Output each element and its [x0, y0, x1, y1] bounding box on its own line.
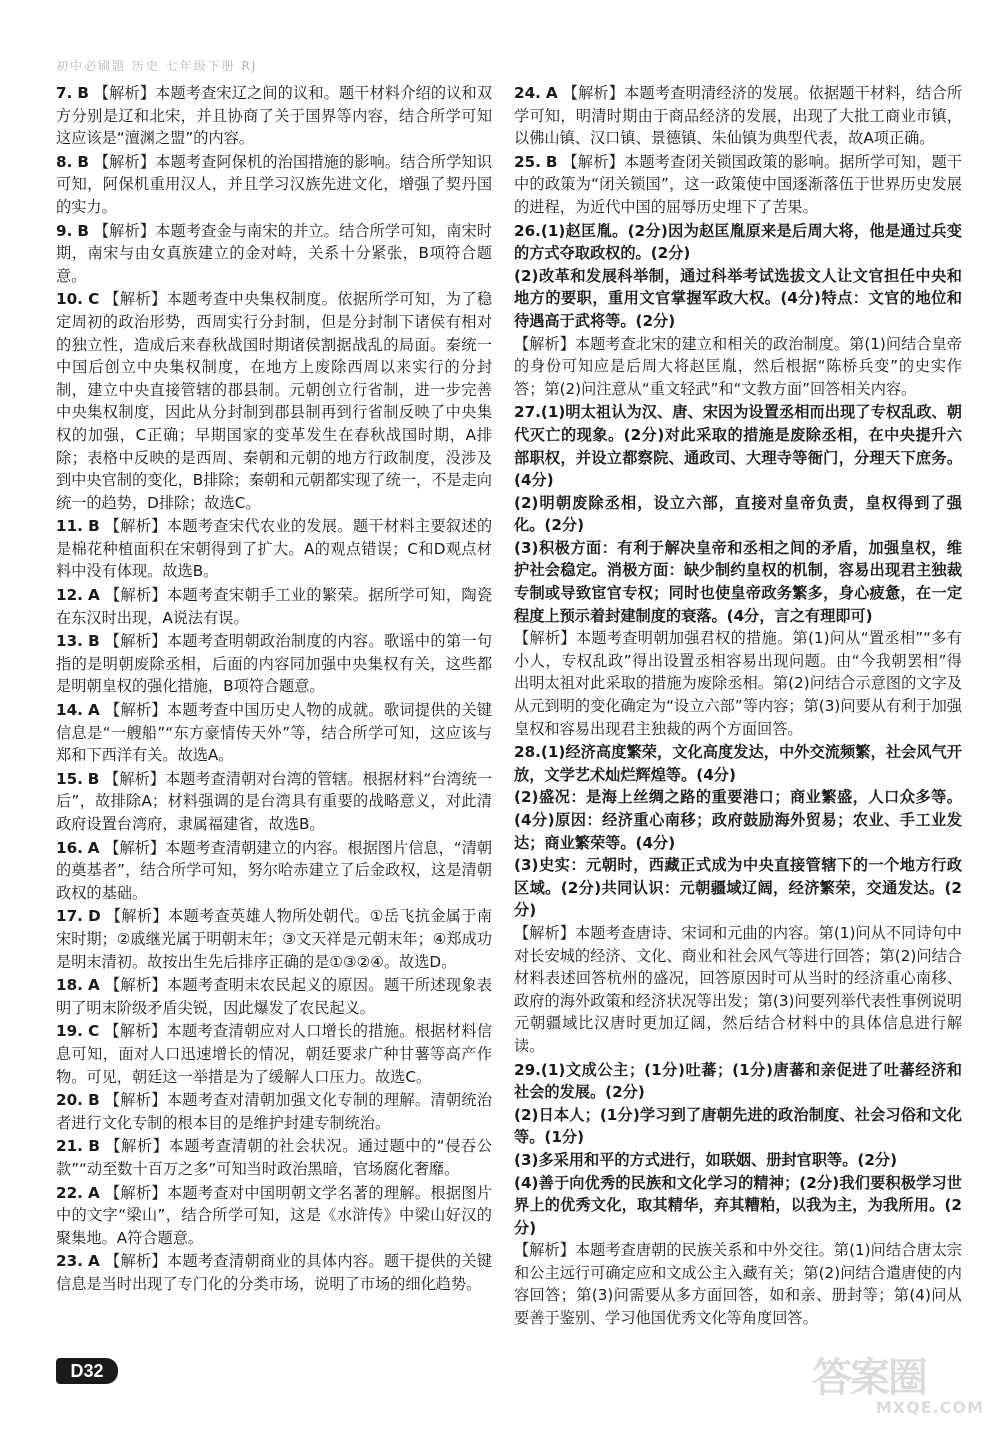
answer-item-11 — [56, 515, 492, 583]
answer-letter: B — [88, 517, 100, 536]
explanation-text: 【解析】本题考查清朝的社会状况。通过题中的“侵吞公款”“动至数十百万之多”可知当时政治黑暗，官场腐化奢靡。 — [56, 1137, 493, 1178]
explanation-text: 【解析】本题考查金与南宋的并立。结合所学可知，南宋时期，南宋与由女真族建立的金对峙，关系十分紧张，B项符合题意。 — [56, 221, 493, 285]
answer-item-17 — [56, 905, 492, 973]
question-number: 21. — [56, 1137, 83, 1156]
question-number: 22. — [56, 1183, 83, 1202]
answer-letter: A — [545, 84, 558, 102]
explanation-text: 【解析】本题考查英雄人物所处朝代。①岳飞抗金属于南宋时期；②戚继光属于明朝末年；③文天祥是元朝末年；④郑成功是明末清初。故按出生先后排序正确的是①③②④。故选D。 — [56, 907, 493, 971]
explanation-text: 【解析】本题考查阿保机的治国措施的影响。结合所学知识可知，阿保机重用汉人，并且学习汉族先进文化，增强了契丹国的实力。 — [56, 152, 493, 216]
explanation-text: 【解析】本题考查清朝商业的具体内容。题干提供的关键信息是当时出现了专门化的分类市场，说明了市场的细化趋势。 — [56, 1252, 493, 1293]
question-number: 7. — [56, 84, 73, 102]
answer-text: (1)赵匡胤。(2分)因为赵匡胤原来是后周大将，他是通过兵变的方式夺取政权的。(2分) (2)改革和发展科举制，通过科举考试选拔文人让文官担任中央和地方的要职，重用文官掌握军政大权。(4分)特点：文官的地位和待遇高于武将等。(2分) — [514, 221, 962, 330]
explanation-text: 【解析】本题考查宋代农业的发展。题干材料主要叙述的是棉花种植面积在宋朝得到了扩大。A的观点错误；C和D观点材料中没有体现。故选B。 — [56, 517, 493, 581]
answer-letter: A — [88, 1183, 100, 1202]
question-number: 10. — [56, 290, 83, 309]
answer-item-23 — [56, 1250, 492, 1295]
watermark-logo — [812, 1355, 984, 1422]
explanation-text: 【解析】本题考查明末农民起义的原因。题干所述现象表明了明末阶级矛盾尖锐，因此爆发了农民起义。 — [56, 976, 493, 1017]
answer-letter: A — [87, 838, 100, 857]
answer-item-15 — [56, 768, 492, 836]
question-number: 23. — [56, 1252, 83, 1271]
question-number: 19. — [56, 1022, 83, 1041]
answer-letter: B — [77, 152, 89, 171]
answer-text: (1)明太祖认为汉、唐、宋因为设置丞相而出现了专权乱政、朝代灭亡的现象。(2分)对此采取的措施是废除丞相，在中央提升六部职权，并设立都察院、通政司、大理寺等衙门，分理天下庶务。(4分) (2)明朝废除丞相，设立六部，直接对皇帝负责，皇权得到了强化。(2分) (3)积极方面：有利于解决皇帝和丞相之间的矛盾，加强皇权，维护社会稳定。消极方面：缺少制约皇权的机制，容易出现君主独裁专制或导致宦官专权；同时也使皇帝政务繁多，身心疲惫，在一定程度上预示着封建制度的衰落。(4分，言之有理即可) — [514, 403, 962, 625]
explanation-text: 【解析】本题考查北宋的建立和相关的政治制度。第(1)问结合皇帝的身份可知应是后周大将赵匡胤，然后根据“陈桥兵变”的史实作答；第(2)问注意从“重文轻武”和“文教方面”回答相关内容。 — [514, 334, 962, 398]
question-number: 25. — [514, 152, 541, 171]
question-number: 29. — [514, 1060, 541, 1079]
question-number: 18. — [56, 976, 83, 995]
answer-letter: B — [77, 84, 89, 102]
answer-column-left — [56, 82, 492, 1296]
answer-letter: B — [88, 632, 100, 651]
answer-item-10 — [56, 288, 492, 514]
explanation-text: 【解析】本题考查唐朝的民族关系和中外交往。第(1)问结合唐太宗和公主远行可确定应和文成公主入藏有关；第(2)问结合遣唐使的内容回答；第(3)问需要从多方面回答，如和亲、册封等；第(4)问从要善于鉴别、学习他国优秀文化等角度回答。 — [514, 1241, 962, 1328]
answer-letter: A — [88, 976, 100, 995]
answer-item-19 — [56, 1020, 492, 1088]
answer-letter: A — [88, 586, 100, 605]
question-number: 14. — [56, 701, 83, 720]
answer-text: (1)经济高度繁荣，文化高度发达，中外交流频繁，社会风气开放，文学艺术灿烂辉煌等。(4分) (2)盛况：是海上丝绸之路的重要港口；商业繁盛，人口众多等。(4分)原因：经济重心南移；政府鼓励海外贸易；农业、手工业发达；商业繁荣等。(4分) (3)史实：元朝时，西藏正式成为中央直接管辖下的一个地方行政区域。(2分)共同认识：元朝疆域辽阔，经济繁荣，交通发达。(2分) — [514, 743, 962, 920]
explanation-text: 【解析】本题考查清朝应对人口增长的措施。根据材料信息可知，面对人口迅速增长的情况，朝廷要求广种甘薯等高产作物。可见，朝廷这一举措是为了缓解人口压力。故选C。 — [56, 1022, 493, 1086]
question-number: 11. — [56, 517, 83, 536]
question-number: 20. — [56, 1091, 83, 1110]
answer-item-22 — [56, 1182, 492, 1250]
explanation-text: 【解析】本题考查唐诗、宋词和元曲的内容。第(1)问从不同诗句中对长安城的经济、文化、商业和社会风气等进行回答；第(2)问结合材料表述回答杭州的盛况，回答原因时可从当时的经济重心南移、政府的海外政策和经济状况等出发；第(3)问要列举代表性事例说明元朝疆域比汉唐时更加辽阔，然后结合材料中的具体信息进行解读。 — [514, 923, 962, 1055]
answer-item-29 — [514, 1059, 962, 1330]
question-number: 12. — [56, 586, 83, 605]
answer-item-7 — [56, 82, 492, 150]
answer-item-16 — [56, 837, 492, 905]
explanation-text: 【解析】本题考查对中国明朝文学名著的理解。根据图片中的文字“梁山”，结合所学可知，这是《水浒传》中梁山好汉的聚集地。A符合题意。 — [56, 1183, 493, 1247]
question-number: 27. — [514, 403, 541, 422]
answer-item-28 — [514, 741, 962, 1057]
explanation-text: 【解析】本题考查宋朝手工业的繁荣。据所学可知，陶瓷在东汉时出现，A说法有误。 — [56, 586, 493, 627]
explanation-text: 【解析】本题考查清朝对台湾的管辖。根据材料“台湾统一后”，故排除A；材料强调的是台湾具有重要的战略意义，对此清政府设置台湾府，隶属福建省，故选B。 — [56, 769, 493, 833]
answer-letter: D — [88, 907, 101, 926]
question-number: 26. — [514, 221, 541, 240]
answer-item-26 — [514, 220, 962, 401]
answer-item-20 — [56, 1089, 492, 1134]
answer-item-27 — [514, 401, 962, 740]
page-number-badge: D32 — [56, 1358, 118, 1384]
question-number: 15. — [56, 769, 83, 788]
answer-item-12 — [56, 584, 492, 629]
explanation-text: 【解析】本题考查宋辽之间的议和。题干材料介绍的议和双方分别是辽和北宋，并且协商了关于国界等内容，结合所学可知这应该是“澶渊之盟”的内容。 — [56, 84, 493, 148]
answer-letter: C — [88, 1022, 100, 1041]
explanation-text: 【解析】本题考查清朝建立的内容。根据图片信息，“清朝的奠基者”，结合所学可知，努尔哈赤建立了后金政权，这是清朝政权的基础。 — [56, 838, 493, 902]
answer-letter: B — [88, 1091, 100, 1110]
answer-letter: B — [77, 221, 89, 240]
answer-column-right — [514, 82, 962, 1331]
answer-item-14 — [56, 699, 492, 767]
explanation-text: 【解析】本题考查中央集权制度。依据所学可知，为了稳定周初的政治形势，西周实行分封制，但是分封制下诸侯有相对的独立性，造成后来春秋战国时期诸侯割据战乱的局面。秦统一中国后创立中央集权制度，在地方上废除西周以来实行的分封制，建立中央直接管辖的郡县制。元朝创立行省制，进一步完善中央集权制度，因此从分封制到郡县制再到行省制反映了中央集权的加强，C正确；早期国家的变革发生在春秋战国时期，A排除；表格中反映的是西周、秦朝和元朝的地方行政制度，没涉及到中央官制的变化，B排除；秦朝和元朝都实现了统一，不是走向统一的趋势，D排除；故选C。 — [56, 290, 493, 512]
explanation-text: 【解析】本题考查明朝加强君权的措施。第(1)问从“置丞相”“多有小人，专权乱政”得出设置丞相容易出现问题。由“今我朝罢相”得出明太祖对此采取的措施为废除丞相。第(2)问结合示意图的文字及从元到明的变化确定为“设立六部”等内容；第(3)问要从有利于加强皇权和容易出现君主独裁的两个方面回答。 — [514, 629, 962, 738]
explanation-text: 【解析】本题考查明朝政治制度的内容。歌谣中的第一句指的是明朝废除丞相，后面的内容同加强中央集权有关，这些都是明朝皇权的强化措施，B项符合题意。 — [56, 632, 493, 696]
answer-letter: B — [87, 769, 100, 788]
answer-item-18 — [56, 974, 492, 1019]
watermark-brand: 答案圈 — [812, 1355, 926, 1401]
answer-item-8 — [56, 151, 492, 219]
question-number: 8. — [56, 152, 73, 171]
question-number: 17. — [56, 907, 83, 926]
answer-letter: A — [88, 701, 100, 720]
answer-letter: A — [88, 1252, 100, 1271]
answer-item-13 — [56, 630, 492, 698]
explanation-text: 【解析】本题考查明清经济的发展。依据题干材料，结合所学可知，明清时期由于商品经济的发展，出现了大批工商业市镇，以佛山镇、汉口镇、景德镇、朱仙镇为典型代表，故A项正确。 — [514, 84, 963, 148]
question-number: 28. — [514, 743, 541, 762]
explanation-text: 【解析】本题考查闭关锁国政策的影响。据所学可知，题干中的政策为“闭关锁国”，这一政策使中国逐渐落伍于世界历史发展的进程，为近代中国的屈辱历史埋下了苦果。 — [514, 152, 963, 216]
explanation-text: 【解析】本题考查对清朝加强文化专制的理解。清朝统治者进行文化专制的根本目的是维护封建专制统治。 — [56, 1091, 493, 1132]
answer-item-9 — [56, 220, 492, 288]
answer-letter: C — [88, 290, 100, 309]
answer-letter: B — [545, 152, 558, 171]
question-number: 13. — [56, 632, 83, 651]
explanation-text: 【解析】本题考查中国历史人物的成就。歌词提供的关键信息是“一艘船”“东方豪情传天外”等，结合所学可知，这应该与郑和下西洋有关。故选A。 — [56, 701, 493, 765]
question-number: 16. — [56, 838, 83, 857]
answer-item-25 — [514, 151, 962, 219]
running-head: 初中必刷题 历史 七年级下册 RJ — [56, 59, 258, 73]
question-number: 24. — [514, 84, 541, 102]
watermark-url: MXQE.COM — [875, 1398, 984, 1417]
answer-text: (1)文成公主；(1分)吐蕃；(1分)唐蕃和亲促进了吐蕃经济和社会的发展。(2分) (2)日本人；(1分)学习到了唐朝先进的政治制度、社会习俗和文化等。(1分) (3)多采用和平的方式进行，如联姻、册封官职等。(2分) (4)善于向优秀的民族和文化学习的精神；(2分)我们要积极学习世界上的优秀文化，取其精华，弃其糟粕，以我为主，为我所用。(2分) — [514, 1060, 962, 1237]
answer-item-24 — [514, 82, 962, 150]
answer-item-21 — [56, 1135, 492, 1180]
answer-letter: B — [88, 1137, 100, 1156]
question-number: 9. — [56, 221, 73, 240]
